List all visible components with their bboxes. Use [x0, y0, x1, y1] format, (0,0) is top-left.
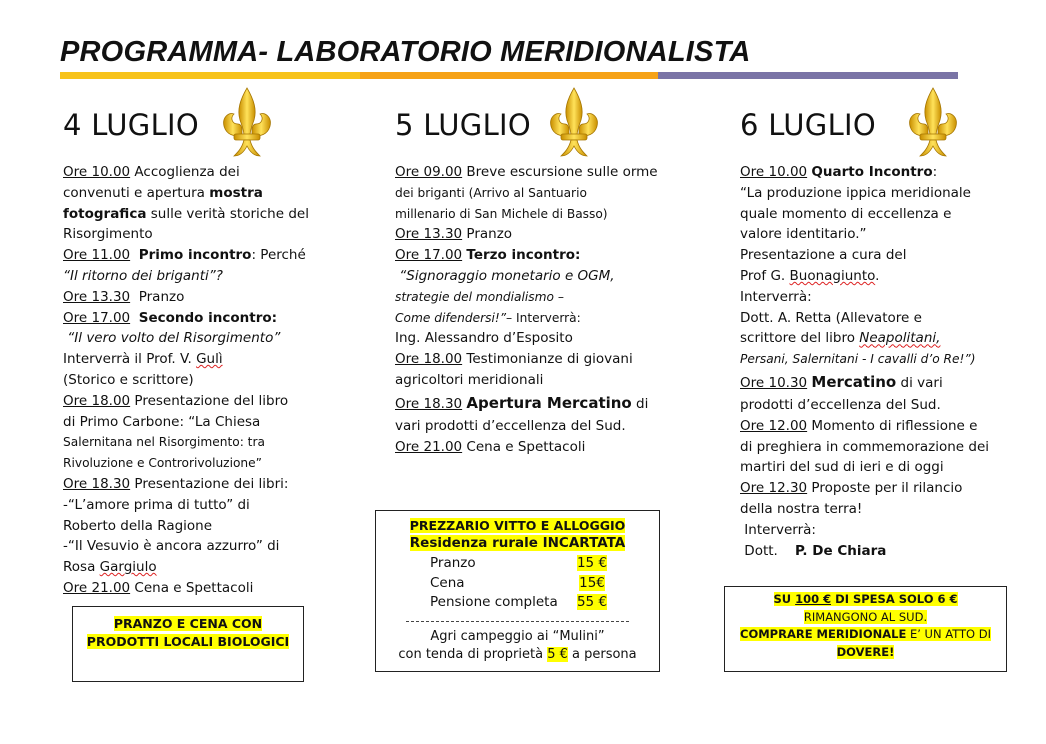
price-row [376, 554, 659, 574]
line: di Primo Carbone: “La Chiesa [63, 413, 261, 430]
time: Ore 10.00 [63, 164, 131, 180]
time: Ore 17.00 [63, 309, 131, 326]
line: convenuti e apertura [63, 184, 210, 201]
title-underline-yellow [60, 72, 360, 79]
buy-southern-box [724, 586, 1007, 672]
box-line: 100 € [795, 592, 832, 606]
line: -“Il Vesuvio è ancora azzurro” di [63, 538, 280, 555]
line: Interverrà: [744, 521, 816, 538]
price-item-name: Pensione completa [430, 594, 558, 610]
day-title: 6 LUGLIO [740, 108, 877, 142]
price-title: PREZZARIO VITTO E ALLOGGIO [409, 518, 626, 533]
line: Dott. A. Retta (Allevatore e [740, 309, 922, 326]
price-row [376, 574, 659, 594]
line-bold: Quarto Incontro [811, 164, 933, 180]
line: Prof G. [740, 267, 790, 284]
time: Ore 09.00 [395, 164, 463, 180]
line-bold: Apertura Mercatino [466, 393, 632, 412]
price-value-highlight: 55 € [576, 594, 608, 610]
column-4-luglio [63, 100, 353, 599]
line-bold: Mercatino [811, 372, 897, 391]
time: Ore 18.30 [395, 395, 463, 412]
divider [406, 621, 629, 622]
price-item-name: Cena [430, 574, 465, 591]
day-title: 4 LUGLIO [63, 108, 200, 142]
time: Ore 17.00 [395, 247, 463, 264]
line: Presentazione dei libri: [130, 475, 289, 492]
price-list-box [375, 510, 660, 672]
price-subtitle: Residenza rurale INCARTATA [409, 534, 626, 551]
line: “La produzione ippica meridionale [740, 184, 971, 201]
price-value-highlight: 15€ [579, 574, 605, 591]
line: Breve escursione sulle orme [462, 164, 658, 180]
title-underline-orange [360, 72, 658, 79]
line: Pranzo [138, 288, 185, 305]
line: Interverrà il Prof. V. [63, 351, 197, 368]
box-line: COMPRARE MERIDIONALE [740, 627, 907, 641]
line: Ing. Alessandro d’Esposito [395, 330, 573, 347]
line: vari prodotti d’eccellenza del Sud. [395, 417, 626, 434]
line: “Signoraggio monetario e OGM, [399, 267, 615, 284]
line: Pranzo [462, 226, 513, 243]
box-line: PRODOTTI LOCALI BIOLOGICI [86, 633, 290, 649]
line: “Il ritorno dei briganti”? [63, 267, 223, 284]
line: Gargiulo [99, 559, 157, 576]
line: Proposte per il rilancio [807, 480, 963, 497]
column-6-luglio: 6 LUGLIO Ore 10.00 Quarto Incontro: “La produzione ippica meridionale quale momento di eccellenza e valore identitario.” Presentazione a cura del Prof G. Buonagiunto. Interverrà: Dott. A. Retta (Allevatore e scrittore del libro Neapolitani, Persani, Salernitani - I cavalli d’o Re!”) Ore 10.30 Mercatino di vari prodotti d’eccellenza del Sud. Ore 12.00 Momento di riflessione e di preghiera in commemorazione dei martiri del sud di ieri e di oggi Ore 12.30 Proposte per il rilancio della nostra terra! Interverrà: Dott. P. De Chiara [740, 100, 1030, 561]
column-5-luglio [395, 100, 685, 457]
time: Ore 13.30 [395, 226, 463, 243]
camping-price: 5 € [547, 646, 568, 662]
line: Gulì [196, 351, 223, 368]
camping-line: Agri campeggio ai “Mulini” [430, 628, 605, 644]
line: della nostra terra! [740, 500, 863, 517]
line: Rivoluzione e Controrivoluzione” [63, 456, 262, 471]
line: strategie del mondialismo – [395, 289, 564, 304]
time: Ore 11.00 [63, 247, 131, 264]
line: Presentazione a cura del [740, 247, 907, 264]
line: Roberto della Ragione [63, 517, 213, 534]
box-line: E’ UN ATTO DI [906, 627, 991, 641]
line: Persani, Salernitani - I cavalli d’o Re!”) [740, 352, 976, 367]
line: Momento di riflessione e [807, 417, 978, 434]
day-title: 5 LUGLIO [395, 108, 532, 142]
time: Ore 21.00 [395, 438, 463, 455]
time: Ore 21.00 [63, 579, 131, 596]
line: (Storico e scrittore) [63, 371, 194, 388]
line-bold: P. De Chiara [795, 542, 887, 559]
line: di [631, 395, 649, 412]
fleur-de-lis-icon [547, 86, 601, 162]
box-line: SU [773, 592, 796, 606]
time: Ore 13.30 [63, 288, 131, 305]
line-bold: Primo incontro [138, 247, 252, 264]
box-line: RIMANGONO AL SUD. [803, 609, 928, 624]
line: agricoltori meridionali [395, 371, 544, 388]
box-line: PRANZO E CENA CON [113, 616, 263, 631]
time: Ore 12.30 [740, 480, 808, 497]
line: sulle verità storiche del [146, 205, 309, 222]
box-line: DI SPESA [831, 592, 899, 606]
line: dei briganti (Arrivo al Santuario [395, 185, 587, 200]
line: scrittore del libro [740, 330, 860, 347]
price-value-highlight: 15 € [576, 555, 608, 571]
line: millenario di San Michele di Basso) [395, 206, 608, 221]
price-item-name: Pranzo [430, 555, 476, 571]
page-title: PROGRAMMA- LABORATORIO MERIDIONALISTA [60, 36, 751, 68]
line: -“L’amore prima di tutto” di [63, 496, 250, 513]
line: quale momento di eccellenza e [740, 205, 952, 222]
time: Ore 18.30 [63, 475, 131, 492]
fleur-de-lis-icon [906, 86, 960, 162]
line: Buonagiunto [789, 267, 876, 284]
line: Neapolitani, [859, 330, 941, 347]
line: di vari [896, 374, 943, 391]
time: Ore 10.00 [740, 164, 808, 180]
line-bold: mostra [209, 184, 263, 201]
line: di preghiera in commemorazione dei [740, 438, 990, 455]
line: prodotti d’eccellenza del Sud. [740, 396, 941, 413]
fleur-de-lis-icon [220, 86, 274, 162]
line: valore identitario.” [740, 226, 867, 243]
organic-products-box [72, 606, 304, 682]
line-bold: fotografica [63, 205, 147, 222]
box-line: DOVERE! [836, 644, 895, 659]
title-underline-purple [658, 72, 958, 79]
box-line: SOLO 6 € [898, 592, 958, 606]
line: martiri del sud di ieri e di oggi [740, 459, 944, 476]
line-bold: Secondo incontro: [138, 309, 278, 326]
price-row [376, 593, 659, 613]
line: Interverrà: [740, 288, 812, 305]
line: – Interverrà: [506, 310, 581, 325]
line: Presentazione del libro [130, 392, 289, 409]
camping-line: a persona [567, 646, 637, 662]
line: Cena e Spettacoli [462, 438, 586, 455]
time: Ore 10.30 [740, 374, 808, 391]
line: Rosa [63, 559, 100, 576]
line: “Il vero volto del Risorgimento” [67, 330, 281, 347]
line: Come difendersi!” [395, 310, 507, 325]
line: Dott. [744, 542, 778, 559]
time: Ore 12.00 [740, 417, 808, 434]
line: : Perché [251, 247, 306, 264]
line: Testimonianze di giovani [462, 351, 633, 368]
camping-line: con tenda di proprietà [398, 646, 548, 662]
line: Risorgimento [63, 226, 153, 243]
line-bold: Terzo incontro: [466, 247, 581, 264]
line: Accoglienza dei [130, 164, 240, 180]
time: Ore 18.00 [63, 392, 131, 409]
time: Ore 18.00 [395, 351, 463, 368]
line: Salernitana nel Risorgimento: tra [63, 435, 265, 450]
line: Cena e Spettacoli [130, 579, 254, 596]
